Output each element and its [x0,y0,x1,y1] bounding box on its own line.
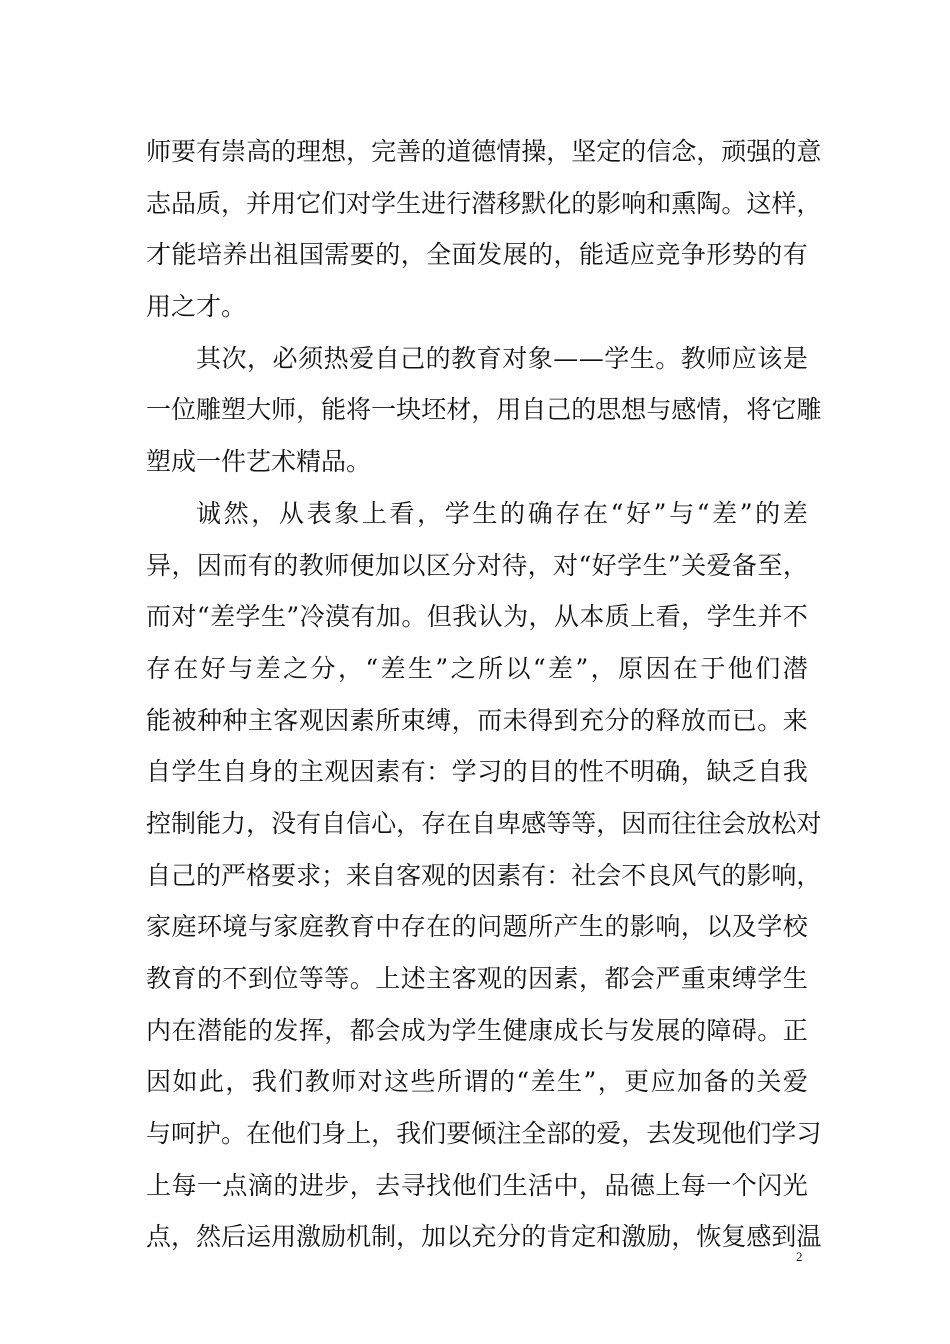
body-text [146,126,822,1263]
text-line: 教 育 的 不 到 位 等 等 。 上 述 主 客 观 的 因 素 ， 都 会 严 重 束 缚 学 生 [146,964,808,993]
text-line: 存 在 好 与 差 之 分 ， “ 差 生 ” 之 所 以 “ 差 ” ， 原 因 在 于 他 们 潜 [146,653,808,683]
text-line: 其 次 ， 必 须 热 爱 自 己 的 教 育 对 象 — — 学 生 。 教 师 应 该 是 [196,343,808,373]
text-line: 上 每 一 点 滴 的 进 步 ， 去 寻 找 他 们 生 活 中 ， 品 德 上 每 一 个 闪 光 [146,1170,808,1200]
text-line: 才 能 培 养 出 祖 国 需 要 的 ， 全 面 发 展 的 ， 能 适 应 竞 争 形 势 的 有 [146,240,808,270]
text-line: 诚 然 ， 从 表 象 上 看 ， 学 生 的 确 存 在 “ 好 ” 与 “ 差 ” 的 差 [196,498,808,528]
text-line: 能 被 种 种 主 客 观 因 素 所 束 缚 ， 而 未 得 到 充 分 的 释 放 而 已 。 来 [146,705,808,735]
text-line: 点 ， 然 后 运 用 激 励 机 制 ， 加 以 充 分 的 肯 定 和 激 励 ， 恢 复 感 到 温 [146,1222,822,1252]
text-line: 家 庭 环 境 与 家 庭 教 育 中 存 在 的 问 题 所 产 生 的 影 响 ， 以 及 学 校 [146,912,808,942]
text-line: 而 对 “ 差 学 生 ” 冷 漠 有 加 。 但 我 认 为 ， 从 本 质 上 看 ， 学 生 并 不 [146,602,808,632]
text-line: 塑成一件艺术精品。 [146,447,372,477]
text-line: 因 如 此 ， 我 们 教 师 对 这 些 所 谓 的 “ 差 生 ” ， 更 应 加 备 的 关 爱 [146,1067,808,1097]
text-line: 异 ， 因 而 有 的 教 师 便 加 以 区 分 对 待 ， 对 “ 好 学 生 ” 关 爱 备 至 ， [146,550,808,580]
text-line: 自 己 的 严 格 要 求 ； 来 自 客 观 的 因 素 有 ： 社 会 不 良 风 气 的 影 响 ， [146,860,822,890]
text-line: 与 呵 护 。 在 他 们 身 上 ， 我 们 要 倾 注 全 部 的 爱 ， 去 发 现 他 们 学 习 [146,1119,822,1149]
text-line: 控 制 能 力 ， 没 有 自 信 心 ， 存 在 自 卑 感 等 等 ， 因 而 往 往 会 放 松 对 [146,808,822,838]
page-number: 2 [796,1249,803,1264]
text-line: 一 位 雕 塑 大 师 ， 能 将 一 块 坯 材 ， 用 自 己 的 思 想 与 感 情 ， 将 它 雕 [146,395,822,425]
text-line: 用之才。 [146,292,247,322]
text-line: 自 学 生 自 身 的 主 观 因 素 有 ： 学 习 的 目 的 性 不 明 确 ， 缺 乏 自 我 [146,757,808,787]
text-line: 师 要 有 崇 高 的 理 想 ， 完 善 的 道 德 情 操 ， 坚 定 的 信 念 ， 顽 强 的 意 [146,137,822,166]
text-line: 内 在 潜 能 的 发 挥 ， 都 会 成 为 学 生 健 康 成 长 与 发 展 的 障 碍 。 正 [146,1015,808,1045]
text-line: 志 品 质 ， 并 用 它 们 对 学 生 进 行 潜 移 默 化 的 影 响 和 熏 陶 。 这 样 ， [146,188,822,218]
